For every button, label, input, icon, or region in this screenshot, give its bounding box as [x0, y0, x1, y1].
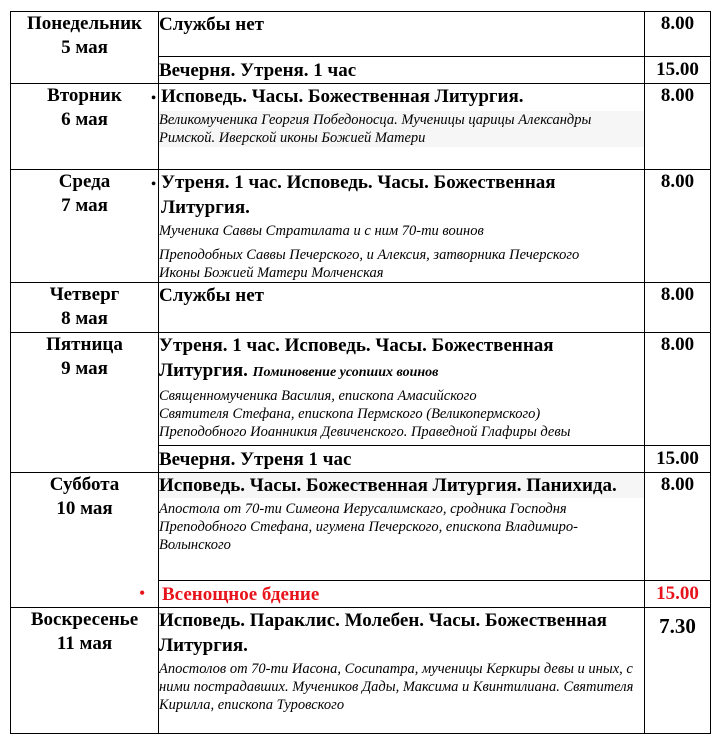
service-cell — [159, 57, 645, 84]
day-date: 7 мая — [61, 195, 108, 216]
service-title: Утреня. 1 час. Исповедь. Часы. Божественная Литургия. — [161, 172, 556, 218]
bullet-icon: • — [151, 177, 156, 192]
saints-line: Преподобного Иоанникия Девиченского. Праведной Глафиры девы — [159, 424, 571, 440]
day-name: Пятница — [46, 334, 123, 355]
day-cell-friday — [11, 333, 159, 473]
saints-line: Великомученика Георгия Победоносца. Мученицы царицы Александры Римской. Иверской иконы Божией Матери — [159, 112, 592, 146]
service-time: 8.00 — [645, 283, 711, 333]
saints-line: Иконы Божией Матери Молченская — [159, 265, 384, 281]
table-row — [11, 84, 711, 170]
service-cell — [159, 283, 645, 333]
day-date: 6 мая — [61, 109, 108, 130]
day-name: Воскресенье — [30, 609, 139, 630]
day-date: 5 мая — [61, 37, 108, 58]
service-time: 8.00 — [645, 12, 711, 57]
day-date: 9 мая — [61, 358, 108, 379]
service-time: 8.00 — [645, 84, 711, 170]
table-row — [11, 473, 711, 581]
service-cell — [139, 581, 645, 608]
bullet-icon: • — [139, 583, 146, 603]
service-title: Исповедь. Часы. Божественная Литургия. — [161, 86, 524, 107]
saints-list — [159, 111, 644, 147]
day-cell-monday — [11, 12, 159, 84]
day-date: 10 мая — [56, 498, 113, 519]
service-title: Исповедь. Параклис. Молебен. Часы. Божественная Литургия. — [159, 610, 607, 656]
service-cell — [159, 473, 645, 581]
table-row — [11, 12, 711, 57]
service-cell — [159, 12, 645, 57]
day-date: 11 мая — [56, 633, 113, 654]
service-title: Исповедь. Часы. Божественная Литургия. Панихида. — [159, 473, 644, 498]
day-name: Вторник — [47, 85, 122, 106]
saints-line: Священномученика Василия, епископа Амасийского — [159, 388, 477, 404]
service-cell — [159, 84, 645, 170]
day-name: Суббота — [49, 474, 120, 495]
saints-line: Мученика Саввы Стратилата и с ним 70-ти воинов — [159, 223, 484, 239]
service-title: Вечерня. Утреня. 1 час — [159, 60, 357, 81]
saints-line: Преподобного Стефана, игумена Печерского, епископа Владимиро-Волынского — [159, 519, 578, 553]
schedule-table — [10, 11, 711, 734]
service-subtitle: Поминовение усопших воинов — [252, 365, 439, 380]
saints-list — [159, 222, 644, 282]
day-cell-wednesday — [11, 170, 159, 283]
service-time: 7.30 — [645, 608, 711, 734]
service-title: Службы нет — [159, 285, 264, 306]
day-name: Понедельник — [26, 13, 142, 34]
saints-list — [159, 500, 644, 554]
service-cell — [159, 608, 645, 734]
service-title-text: Утреня. 1 час. Исповедь. Часы. Божественная Литургия. — [159, 335, 554, 381]
table-row — [11, 333, 711, 446]
service-time: 8.00 — [645, 170, 711, 283]
day-cell-saturday — [11, 473, 159, 608]
day-cell-tuesday — [11, 84, 159, 170]
service-title — [159, 333, 644, 385]
table-row — [11, 170, 711, 283]
saints-line: Преподобных Саввы Печерского, и Алексия, затворника Печерского — [159, 247, 580, 263]
bullet-icon: • — [151, 91, 156, 106]
service-cell — [159, 446, 645, 473]
saints-line: Апостолов от 70-ти Иасона, Сосипатра, мученицы Керкиры девы и иных, с ними пострадавших. Мучеников Дады, Максима и Квинтилиана. Святителя Кирилла, епископа Туровского — [159, 661, 634, 713]
service-cell — [159, 170, 645, 283]
saints-line: Святителя Стефана, епископа Пермского (Великопермского) — [159, 406, 541, 422]
service-title: Вечерня. Утреня 1 час — [159, 449, 352, 470]
service-title: Службы нет — [159, 14, 264, 35]
service-title: Всенощное бдение — [162, 584, 320, 605]
table-row — [11, 608, 711, 734]
service-time: 15.00 — [645, 446, 711, 473]
service-time: 8.00 — [645, 333, 711, 446]
day-cell-sunday — [11, 608, 159, 734]
saints-line: Апостола от 70-ти Симеона Иерусалимскаго, сродника Господня — [159, 501, 567, 517]
service-time: 15.00 — [645, 581, 711, 608]
day-cell-thursday — [11, 283, 159, 333]
day-name: Четверг — [49, 284, 120, 305]
service-time: 8.00 — [645, 473, 711, 581]
service-time: 15.00 — [645, 57, 711, 84]
day-name: Среда — [58, 171, 111, 192]
service-cell — [159, 333, 645, 446]
table-row — [11, 283, 711, 333]
day-date: 8 мая — [61, 308, 108, 329]
saints-list — [159, 660, 644, 714]
saints-list — [159, 387, 644, 441]
